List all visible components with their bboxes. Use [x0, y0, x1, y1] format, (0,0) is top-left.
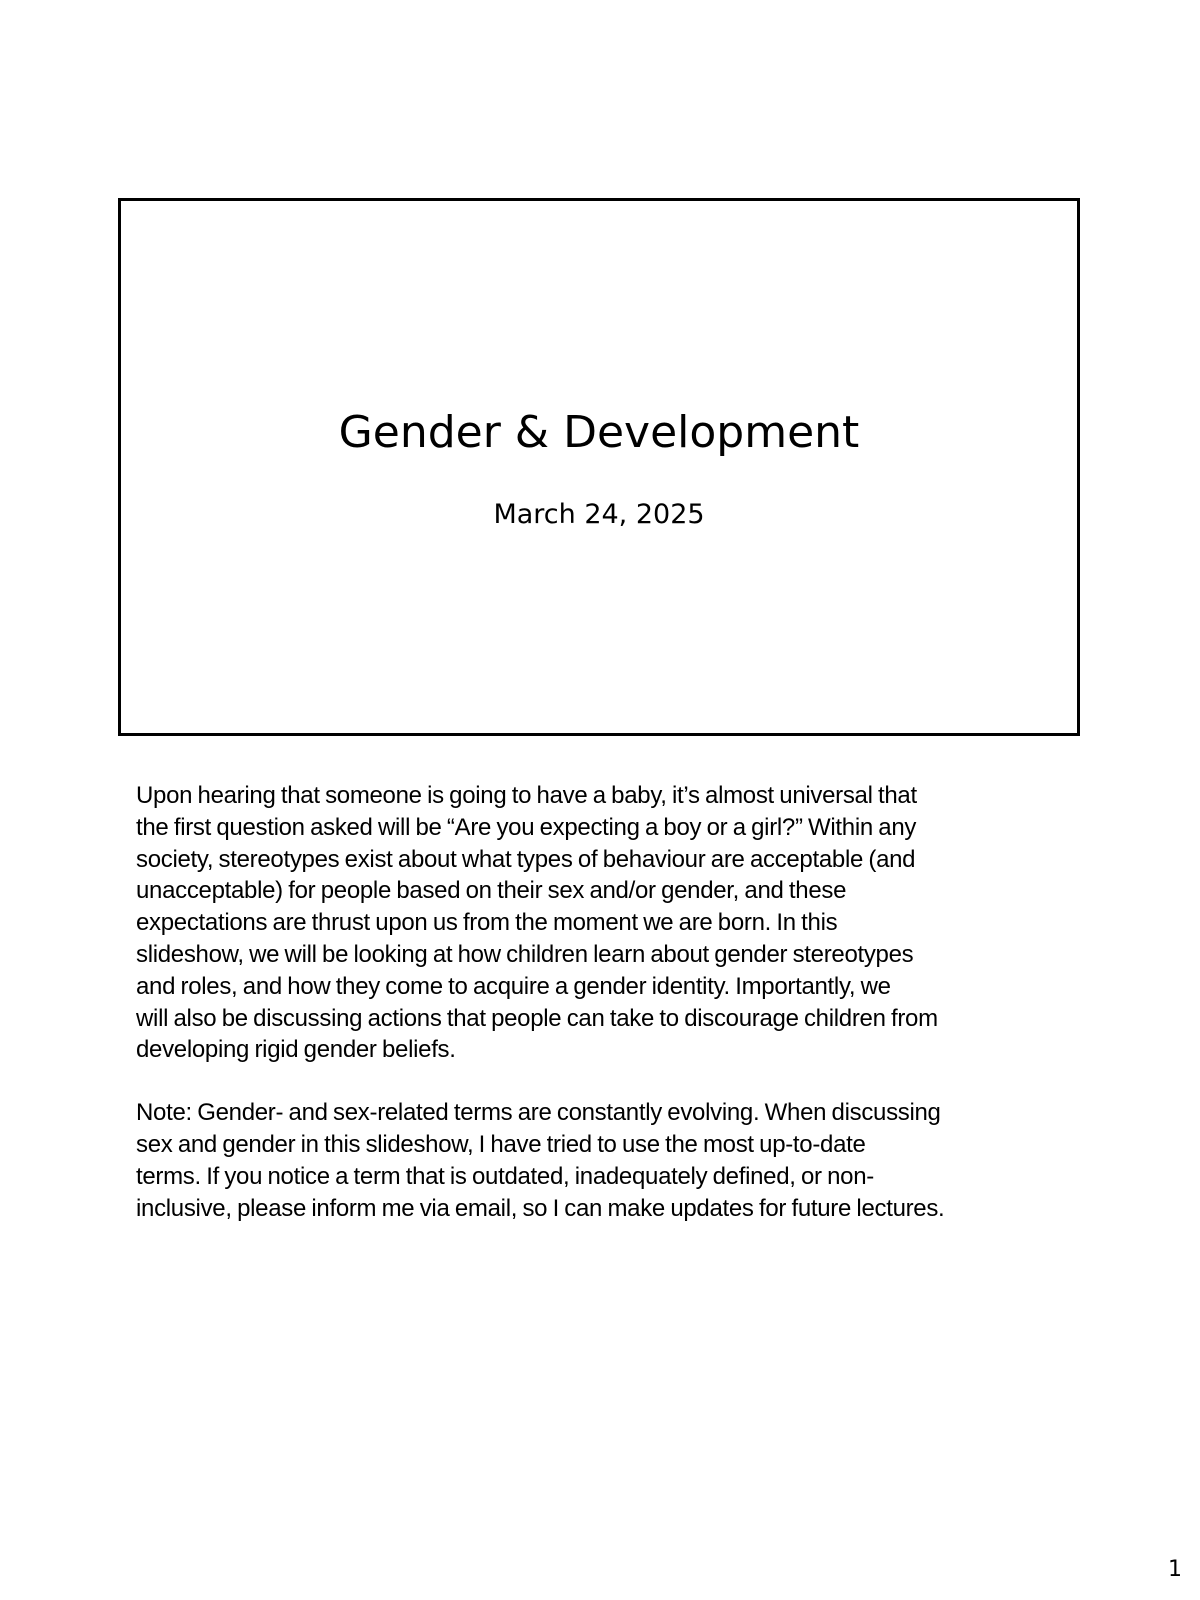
- notes-line: the first question asked will be “Are you expecting a boy or a girl?” Within any: [136, 813, 917, 841]
- notes-line: slideshow, we will be looking at how children learn about gender stereotypes: [136, 940, 914, 968]
- notes-paragraph-terminology: [136, 1097, 1076, 1224]
- notes-line: inclusive, please inform me via email, so I can make updates for future lectures.: [136, 1194, 945, 1222]
- notes-line: Note: Gender- and sex-related terms are constantly evolving. When discussing: [136, 1099, 941, 1127]
- notes-line: unacceptable) for people based on their sex and/or gender, and these: [136, 877, 847, 905]
- notes-line: expectations are thrust upon us from the moment we are born. In this: [136, 909, 838, 937]
- notes-line: Upon hearing that someone is going to have a baby, it’s almost universal that: [136, 782, 917, 809]
- slide-thumbnail: [118, 198, 1080, 736]
- notes-line: society, stereotypes exist about what types of behaviour are acceptable (and: [136, 845, 916, 873]
- slide-title: Gender & Development: [338, 407, 860, 458]
- notes-line: will also be discussing actions that people can take to discourage children from: [136, 1004, 938, 1032]
- notes-line: sex and gender in this slideshow, I have tried to use the most up-to-date: [136, 1130, 866, 1158]
- notes-line: developing rigid gender beliefs.: [136, 1036, 456, 1064]
- speaker-notes: [136, 780, 1076, 1224]
- notes-line: and roles, and how they come to acquire a gender identity. Importantly, we: [136, 972, 891, 1000]
- notes-paragraph-intro: [136, 780, 1076, 1066]
- notes-line: terms. If you notice a term that is outdated, inadequately defined, or non-: [136, 1162, 874, 1190]
- page-number: 1: [1168, 1557, 1182, 1582]
- slide-date: March 24, 2025: [493, 499, 705, 530]
